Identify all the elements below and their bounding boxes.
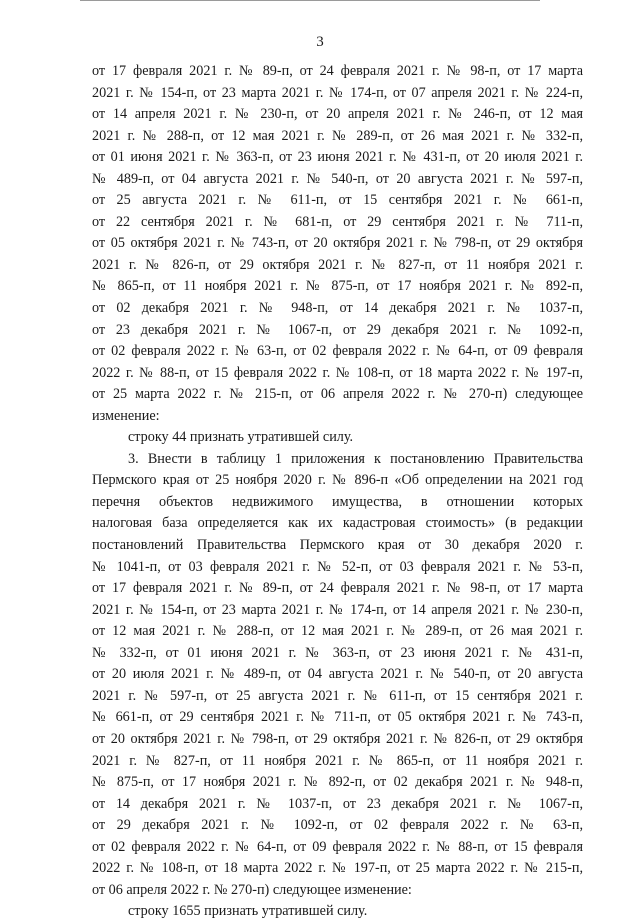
document-body [92, 61, 583, 923]
paragraph-strike-line-44: строку 44 признать утратившей силу. [128, 429, 354, 446]
text-line: от 20 октября 2021 г. № 798-п, от 29 октября 2021 г. № 826-п, от 29 октября [92, 730, 583, 747]
text-line: от 02 декабря 2021 г. № 948-п, от 14 декабря 2021 г. № 1037-п, [92, 300, 583, 317]
text-line: от 05 октября 2021 г. № 743-п, от 20 октября 2021 г. № 798-п, от 29 октября [92, 235, 583, 252]
text-line: от 02 февраля 2022 г. № 64-п, от 09 февраля 2022 г. № 88-п, от 15 февраля [92, 838, 583, 855]
page-number: 3 [316, 34, 324, 50]
text-line: от 25 августа 2021 г. № 611-п, от 15 сентября 2021 г. № 661-п, [92, 192, 583, 209]
text-line: от 23 декабря 2021 г. № 1067-п, от 29 декабря 2021 г. № 1092-п, [92, 321, 583, 338]
text-line: от 17 февраля 2021 г. № 89-п, от 24 февраля 2021 г. № 98-п, от 17 марта [92, 580, 583, 597]
text-line: 2021 г. № 827-п, от 11 ноября 2021 г. № 865-п, от 11 ноября 2021 г. [92, 752, 583, 769]
text-line: от 29 декабря 2021 г. № 1092-п, от 02 февраля 2022 г. № 63-п, [92, 817, 583, 834]
text-line: 2021 г. № 288-п, от 12 мая 2021 г. № 289-п, от 26 мая 2021 г. № 332-п, [92, 127, 583, 144]
text-line: 2022 г. № 88-п, от 15 февраля 2022 г. № 108-п, от 18 марта 2022 г. № 197-п, [92, 364, 583, 381]
text-line: № 489-п, от 04 августа 2021 г. № 540-п, от 20 августа 2021 г. № 597-п, [92, 170, 583, 187]
text-line: № 865-п, от 11 ноября 2021 г. № 875-п, от 17 ноября 2021 г. № 892-п, [92, 278, 583, 295]
text-line: № 332-п, от 01 июня 2021 г. № 363-п, от 23 июня 2021 г. № 431-п, [92, 644, 583, 661]
text-line: 2021 г. № 597-п, от 25 августа 2021 г. № 611-п, от 15 сентября 2021 г. [92, 687, 583, 704]
text-line: № 875-п, от 17 ноября 2021 г. № 892-п, от 02 декабря 2021 г. № 948-п, [92, 774, 583, 791]
text-line: № 661-п, от 29 сентября 2021 г. № 711-п, от 05 октября 2021 г. № 743-п, [92, 709, 583, 726]
text-line: Пермского края от 25 ноября 2020 г. № 896-п «Об определении на 2021 год [92, 472, 583, 489]
text-line: № 1041-п, от 03 февраля 2021 г. № 52-п, от 03 февраля 2021 г. № 53-п, [92, 558, 583, 575]
text-line: от 17 февраля 2021 г. № 89-п, от 24 февраля 2021 г. № 98-п, от 17 марта [92, 63, 583, 79]
text-line: 2021 г. № 154-п, от 23 марта 2021 г. № 174-п, от 14 апреля 2021 г. № 230-п, [92, 601, 583, 618]
top-rule [80, 0, 540, 1]
text-line: от 06 апреля 2022 г. № 270-п) следующее изменение: [92, 881, 412, 898]
text-line: изменение: [92, 407, 160, 424]
text-line: от 01 июня 2021 г. № 363-п, от 23 июня 2021 г. № 431-п, от 20 июля 2021 г. [92, 149, 583, 166]
text-line: постановлений Правительства Пермского края от 30 декабря 2020 г. [92, 537, 583, 554]
text-line: 2021 г. № 826-п, от 29 октября 2021 г. № 827-п, от 11 ноября 2021 г. [92, 256, 583, 273]
text-line: от 12 мая 2021 г. № 288-п, от 12 мая 2021 г. № 289-п, от 26 мая 2021 г. [92, 623, 583, 640]
text-line: от 14 апреля 2021 г. № 230-п, от 20 апреля 2021 г. № 246-п, от 12 мая [92, 106, 583, 123]
paragraph-item-3-start: 3. Внести в таблицу 1 приложения к постановлению Правительства [128, 450, 583, 467]
text-line: 2021 г. № 154-п, от 23 марта 2021 г. № 174-п, от 07 апреля 2021 г. № 224-п, [92, 84, 583, 101]
text-line: перечня объектов недвижимого имущества, в отношении которых [92, 493, 583, 510]
text-line: 2022 г. № 108-п, от 18 марта 2022 г. № 197-п, от 25 марта 2022 г. № 215-п, [92, 860, 583, 877]
text-line: от 02 февраля 2022 г. № 63-п, от 02 февраля 2022 г. № 64-п, от 09 февраля [92, 343, 583, 360]
text-line: налоговая база определяется как их кадастровая стоимость» (в редакции [92, 515, 583, 532]
text-line: от 25 марта 2022 г. № 215-п, от 06 апреля 2022 г. № 270-п) следующее [92, 386, 583, 403]
text-line: от 14 декабря 2021 г. № 1037-п, от 23 декабря 2021 г. № 1067-п, [92, 795, 583, 812]
text-line: от 22 сентября 2021 г. № 681-п, от 29 сентября 2021 г. № 711-п, [92, 213, 583, 230]
text-line: от 20 июля 2021 г. № 489-п, от 04 августа 2021 г. № 540-п, от 20 августа [92, 666, 583, 683]
paragraph-strike-line-1655: строку 1655 признать утратившей силу. [128, 903, 368, 920]
